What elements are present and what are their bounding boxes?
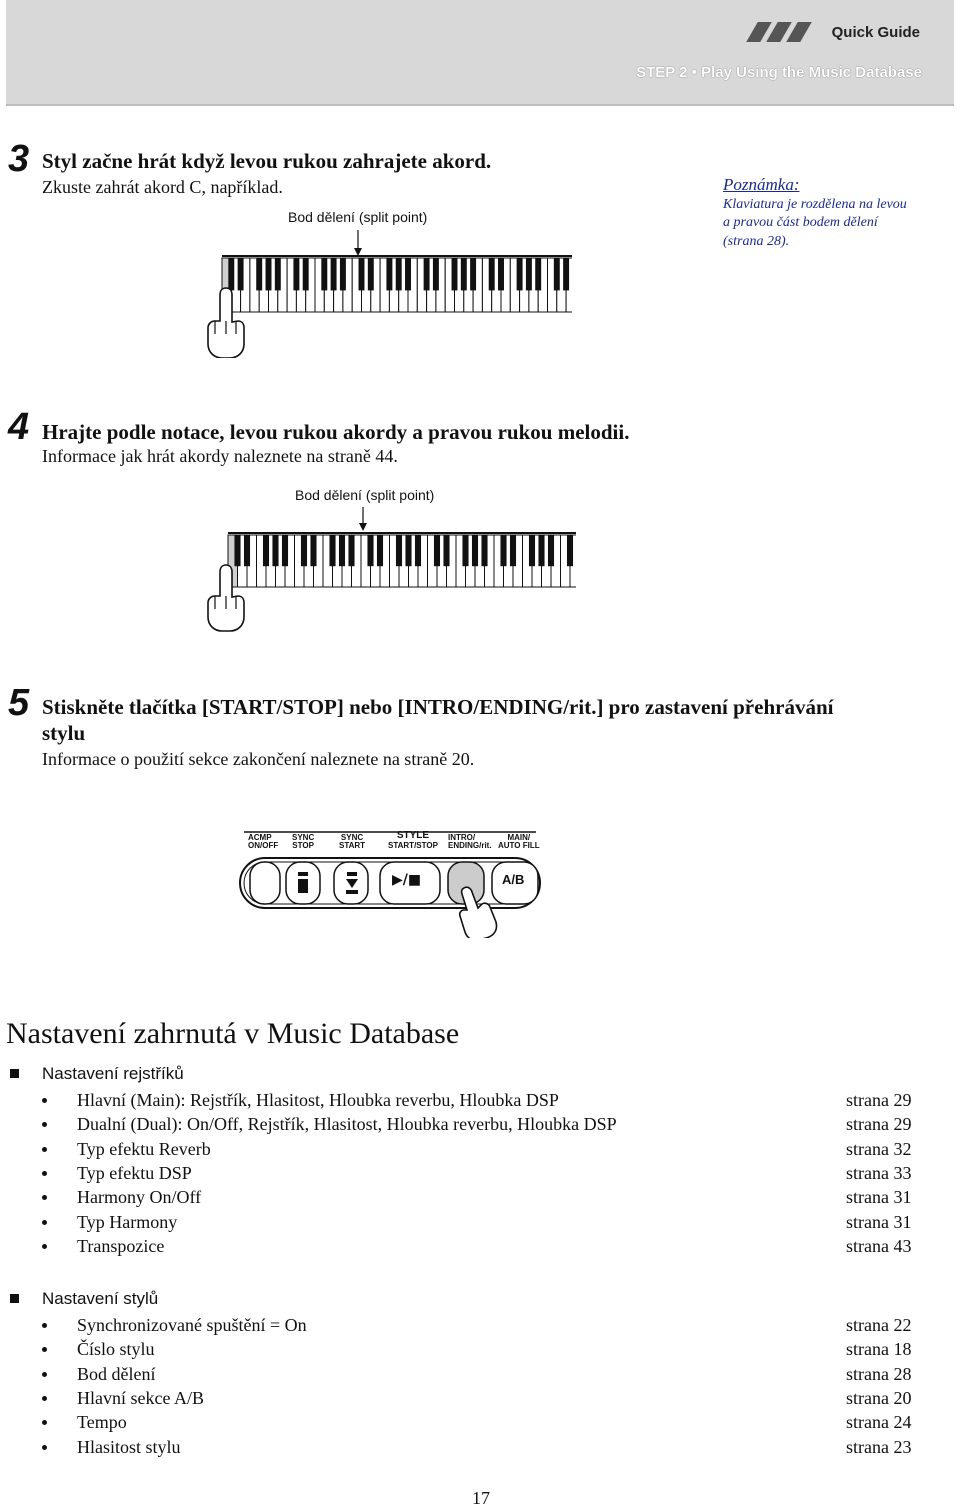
black-key [529, 535, 535, 566]
black-key [303, 258, 309, 290]
list-bullet-icon [42, 1372, 47, 1377]
black-key [340, 258, 346, 290]
black-key [310, 535, 316, 566]
list-item: Typ efektu Reverb [77, 1138, 211, 1159]
black-key [275, 258, 281, 290]
black-key [452, 258, 458, 290]
list-bullet-icon [42, 1420, 47, 1425]
black-key [321, 258, 327, 290]
list-bullet-icon [42, 1396, 47, 1401]
list-item: Typ efektu DSP [77, 1162, 192, 1183]
black-key [244, 535, 250, 566]
page-reference: strana 29 [846, 1114, 912, 1135]
sync-start-label: SYNC START [339, 833, 366, 850]
list-item: Hlavní (Main): Rejstřík, Hlasitost, Hloubka reverbu, Hloubka DSP [77, 1090, 559, 1110]
section-title: Nastavení zahrnutá v Music Database [6, 1017, 460, 1050]
sync-stop-label: SYNC STOP [292, 833, 315, 850]
page-reference: strana 31 [846, 1211, 912, 1232]
black-key [500, 535, 506, 566]
page-reference: strana 18 [846, 1339, 912, 1360]
step4-title: Hrajte podle notace, levou rukou akordy a pravou rukou melodii. [42, 420, 630, 444]
list-item: Transpozice [77, 1235, 165, 1256]
black-key [481, 535, 487, 566]
black-key [554, 258, 560, 290]
step5-title-line2: stylu [42, 721, 86, 745]
black-key [472, 535, 478, 566]
header-divider [6, 104, 954, 106]
black-key [293, 258, 299, 290]
list-bullet-icon [42, 1445, 47, 1450]
step3-title: Styl začne hrát když levou rukou zahrajete akord. [42, 149, 492, 173]
black-key [386, 258, 392, 290]
step5-title-line1: Stiskněte tlačítka [START/STOP] nebo [INTRO/ENDING/rit.] pro zastavení přehrávání [42, 695, 834, 719]
black-key [282, 535, 288, 566]
black-key [510, 535, 516, 566]
black-key [535, 258, 541, 290]
black-key [339, 535, 345, 566]
black-key [256, 258, 262, 290]
step4-subtitle: Informace jak hrát akordy naleznete na straně 44. [42, 446, 398, 466]
black-key [368, 258, 374, 290]
note-line-2: a pravou část bodem dělení [723, 215, 878, 230]
black-key [396, 258, 402, 290]
list-bullet-icon [42, 1220, 47, 1225]
list-bullet-icon [42, 1122, 47, 1127]
style-label: STYLE START/STOP [388, 830, 438, 850]
step-number-3: 3 [8, 138, 30, 180]
page-number: 17 [472, 1488, 490, 1508]
list-bullet-icon [42, 1347, 47, 1352]
black-key [433, 258, 439, 290]
black-key [415, 535, 421, 566]
black-key [424, 258, 430, 290]
black-key [461, 258, 467, 290]
black-key [470, 258, 476, 290]
black-key [538, 535, 544, 566]
black-key [489, 258, 495, 290]
black-key [548, 535, 554, 566]
black-key [359, 258, 365, 290]
list-bullet-icon [42, 1098, 47, 1103]
note-line-1: Klaviatura je rozdělena na levou [723, 197, 907, 212]
list-item: Harmony On/Off [77, 1187, 202, 1208]
black-key [434, 535, 440, 566]
black-key [443, 535, 449, 566]
list-bullet-icon [42, 1323, 47, 1328]
black-key [331, 258, 337, 290]
page-reference: strana 28 [846, 1363, 912, 1384]
header-stripes-decoration [744, 0, 834, 60]
group-bullet-icon [10, 1069, 19, 1078]
page-reference: strana 23 [846, 1436, 912, 1457]
main-autofill-label: MAIN/ AUTO FILL [498, 833, 540, 850]
list-bullet-icon [42, 1171, 47, 1176]
acmp-label: ACMP ON/OFF [248, 833, 279, 850]
step3-subtitle: Zkuste zahrát akord C, například. [42, 177, 283, 197]
page-reference: strana 43 [846, 1235, 912, 1256]
black-key [396, 535, 402, 566]
black-key [234, 535, 240, 566]
black-key [301, 535, 307, 566]
black-key [266, 258, 272, 290]
black-key [526, 258, 532, 290]
list-bullet-icon [42, 1147, 47, 1152]
black-key [405, 258, 411, 290]
step5-subtitle: Informace o použití sekce zakončení naleznete na straně 20. [42, 749, 475, 769]
page-reference: strana 31 [846, 1187, 912, 1208]
page-reference: strana 29 [846, 1090, 912, 1110]
black-key [238, 258, 244, 290]
black-key [462, 535, 468, 566]
ab-button[interactable]: A/B [502, 872, 525, 887]
page-reference: strana 20 [846, 1387, 912, 1408]
black-key [563, 258, 569, 290]
black-key [228, 258, 234, 290]
note-title: Poznámka: [723, 175, 800, 194]
list-bullet-icon [42, 1244, 47, 1249]
keyboard-illustration-1 [200, 228, 572, 358]
page-reference: strana 22 [846, 1315, 912, 1335]
start-stop-button[interactable]: ▶/■ [392, 872, 422, 888]
split-point-label: Bod dělení (split point) [288, 209, 428, 225]
note-line-3: (strana 28). [723, 234, 790, 249]
list-item: Tempo [77, 1412, 127, 1433]
black-key [517, 258, 523, 290]
black-key [348, 535, 354, 566]
black-key [367, 535, 373, 566]
group-title: Nastavení stylů [42, 1289, 159, 1308]
intro-ending-label: INTRO/ ENDING/rit. [448, 833, 492, 850]
list-item: Typ Harmony [77, 1211, 178, 1232]
list-item: Dualní (Dual): On/Off, Rejstřík, Hlasitost, Hloubka reverbu, Hloubka DSP [77, 1114, 617, 1135]
black-key [272, 535, 278, 566]
list-bullet-icon [42, 1195, 47, 1200]
group-bullet-icon [10, 1294, 19, 1303]
list-item: Synchronizované spuštění = On [77, 1315, 307, 1335]
black-key [329, 535, 335, 566]
group-title: Nastavení rejstříků [42, 1064, 184, 1083]
list-item: Hlasitost stylu [77, 1436, 181, 1457]
step-heading: STEP 2 • Play Using the Music Database [636, 64, 922, 81]
black-key [405, 535, 411, 566]
page-reference: strana 32 [846, 1138, 912, 1159]
list-item: Bod dělení [77, 1363, 156, 1384]
keyboard-illustration-2 [206, 505, 576, 635]
black-key [263, 535, 269, 566]
black-key [567, 535, 573, 566]
split-point-label-2: Bod dělení (split point) [295, 487, 435, 503]
step-number-5: 5 [8, 682, 30, 724]
page-reference: strana 33 [846, 1162, 912, 1183]
list-item: Hlavní sekce A/B [77, 1387, 204, 1408]
page-reference: strana 24 [846, 1412, 912, 1433]
black-key [498, 258, 504, 290]
list-item: Číslo stylu [77, 1339, 155, 1360]
style-control-panel [236, 826, 544, 938]
step-number-4: 4 [8, 406, 30, 448]
quick-guide-label: Quick Guide [831, 24, 920, 41]
black-key [377, 535, 383, 566]
